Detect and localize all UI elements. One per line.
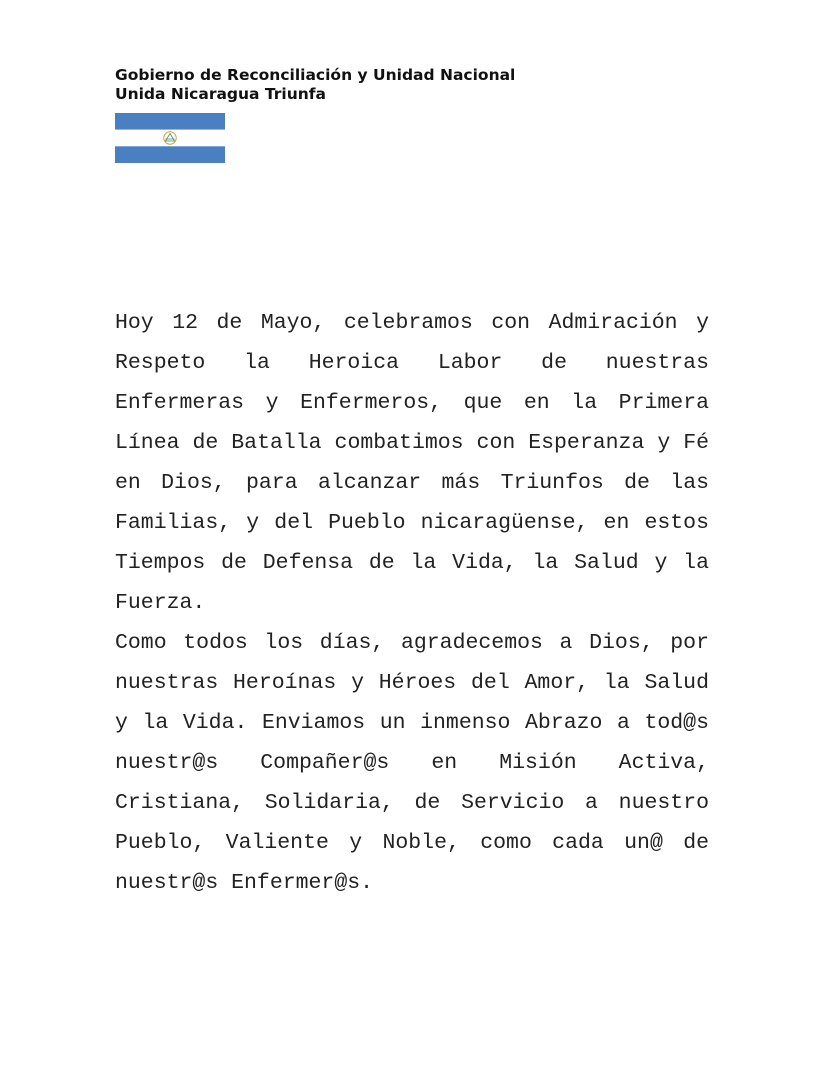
paragraph-gratitude: Como todos los días, agradecemos a Dios, por nuestras Heroínas y Héroes del Amor, la Salud y la Vida. Enviamos un inmenso Abrazo a tod@s nuestr@s Compañer@s en Misión Activa, Cristiana, Solidaria, de Servicio a nuestro Pueblo, Valiente y Noble, como cada un@ de nuestr@s Enfermer@s.	[115, 631, 709, 895]
nicaragua-flag-icon	[115, 113, 225, 163]
document-header	[115, 66, 515, 104]
paragraph-celebration: Hoy 12 de Mayo, celebramos con Admiración y Respeto la Heroica Labor de nuestras Enfermeras y Enfermeros, que en la Primera Línea de Batalla combatimos con Esperanza y Fé en Dios, para alcanzar más Triunfos de las Familias, y del Pueblo nicaragüense, en estos Tiempos de Defensa de la Vida, la Salud y la Fuerza.	[115, 311, 709, 615]
header-slogan: Unida Nicaragua Triunfa	[115, 85, 327, 103]
header-government-name: Gobierno de Reconciliación y Unidad Nacional	[115, 66, 516, 84]
